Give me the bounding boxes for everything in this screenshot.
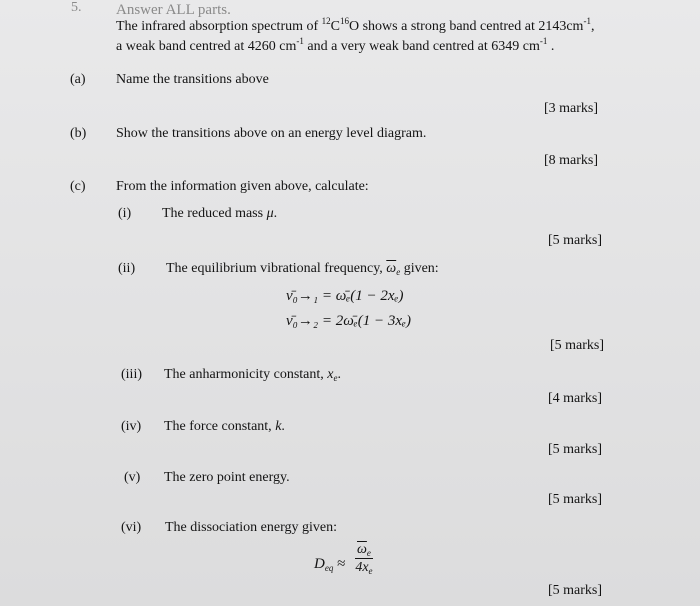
- subpart-vi-text: The dissociation energy given:: [165, 520, 337, 535]
- equation-2: ν̄₀→₂ = 2ω̄ₑ(1 − 3xₑ): [286, 313, 411, 329]
- subpart-ii-tail: given:: [403, 261, 439, 276]
- part-b-text: Show the transitions above on an energy level diagram.: [116, 126, 427, 141]
- omega-symbol: $\overline{\omega}$: [386, 261, 397, 276]
- subpart-ii-desc: The equilibrium vibrational frequency,: [166, 261, 383, 276]
- subpart-i-label: (i): [118, 206, 132, 221]
- subpart-ii-text: The equilibrium vibrational frequency, $\overline{\omega}_e$ given:: [166, 261, 439, 277]
- intro-line2-a: a weak band centred at 4260 cm: [116, 39, 297, 54]
- deq-sub: eq: [324, 563, 334, 573]
- carbon: C: [330, 19, 340, 34]
- subpart-iv-label: (iv): [121, 419, 142, 434]
- frac-numerator: $\overline{\omega}$: [357, 542, 367, 557]
- subpart-i-desc: The reduced mass: [162, 206, 264, 221]
- subpart-iii-desc: The anharmonicity constant,: [164, 367, 324, 382]
- power-2: -1: [296, 36, 304, 46]
- mu-symbol: μ: [266, 206, 274, 221]
- subpart-iii-text: The anharmonicity constant, $x_e$.: [164, 367, 342, 383]
- part-a-marks: [3 marks]: [544, 101, 599, 116]
- subpart-iii-label: (iii): [121, 367, 142, 382]
- approx-sign: ≈: [337, 556, 346, 572]
- deq-lhs: [314, 556, 345, 572]
- intro-line2-b: and a very weak band centred at 6349 cm: [303, 39, 540, 54]
- subpart-iii-marks: [4 marks]: [548, 391, 603, 406]
- part-a-text: Name the transitions above: [116, 72, 269, 87]
- k-symbol: k: [275, 419, 282, 434]
- part-a-label: (a): [70, 72, 86, 87]
- subpart-ii-marks: [5 marks]: [550, 338, 605, 353]
- power-3: -1: [539, 36, 548, 46]
- equation-1: ν̄₀→₁ = ω̄ₑ(1 − 2xₑ): [286, 288, 404, 304]
- subpart-v-label: (v): [124, 470, 141, 485]
- power-1: -1: [583, 16, 591, 26]
- part-b-label: (b): [70, 126, 87, 141]
- subpart-v-text: The zero point energy.: [164, 470, 290, 485]
- subpart-vi-marks: [5 marks]: [548, 583, 603, 598]
- subpart-iv-desc: The force constant,: [164, 419, 272, 434]
- subpart-ii-label: (ii): [118, 261, 136, 276]
- x-symbol: x: [327, 367, 334, 382]
- intro-line-2: a weak band centred at 4260 $cm^{-1}$ and a very weak band centred at 6349 $cm^{-1}$ .: [116, 36, 555, 54]
- isotope-o: 16: [340, 16, 349, 26]
- isotope-c: 12: [321, 16, 331, 26]
- part-c-label: (c): [70, 179, 86, 194]
- part-b-marks: [8 marks]: [544, 153, 599, 168]
- part-c-text: From the information given above, calculate:: [116, 179, 369, 194]
- subpart-iv-text: The force constant, k.: [164, 419, 285, 434]
- deq-fraction: $\frac{\overline{\omega}_e}{4x_e}$: [355, 542, 373, 576]
- frac-denominator: 4x: [355, 560, 369, 575]
- question-number: 5.: [71, 0, 82, 15]
- subpart-i-marks: [5 marks]: [548, 233, 603, 248]
- intro-suffix: O shows a strong band centred at 2143cm: [349, 19, 584, 34]
- subpart-iv-marks: [5 marks]: [548, 442, 603, 457]
- subpart-v-marks: [5 marks]: [548, 492, 603, 507]
- subpart-i-text: The reduced mass μ.: [162, 206, 278, 221]
- subpart-vi-label: (vi): [121, 520, 142, 535]
- deq-d: D: [314, 556, 325, 572]
- intro-prefix: The infrared absorption spectrum of: [116, 19, 319, 34]
- intro-line-1: The infrared absorption spectrum of $^{12}C^{16}O$ shows a strong band centred at $2143cm^{-1}$,: [116, 16, 595, 34]
- instruction: Answer ALL parts.: [116, 2, 231, 18]
